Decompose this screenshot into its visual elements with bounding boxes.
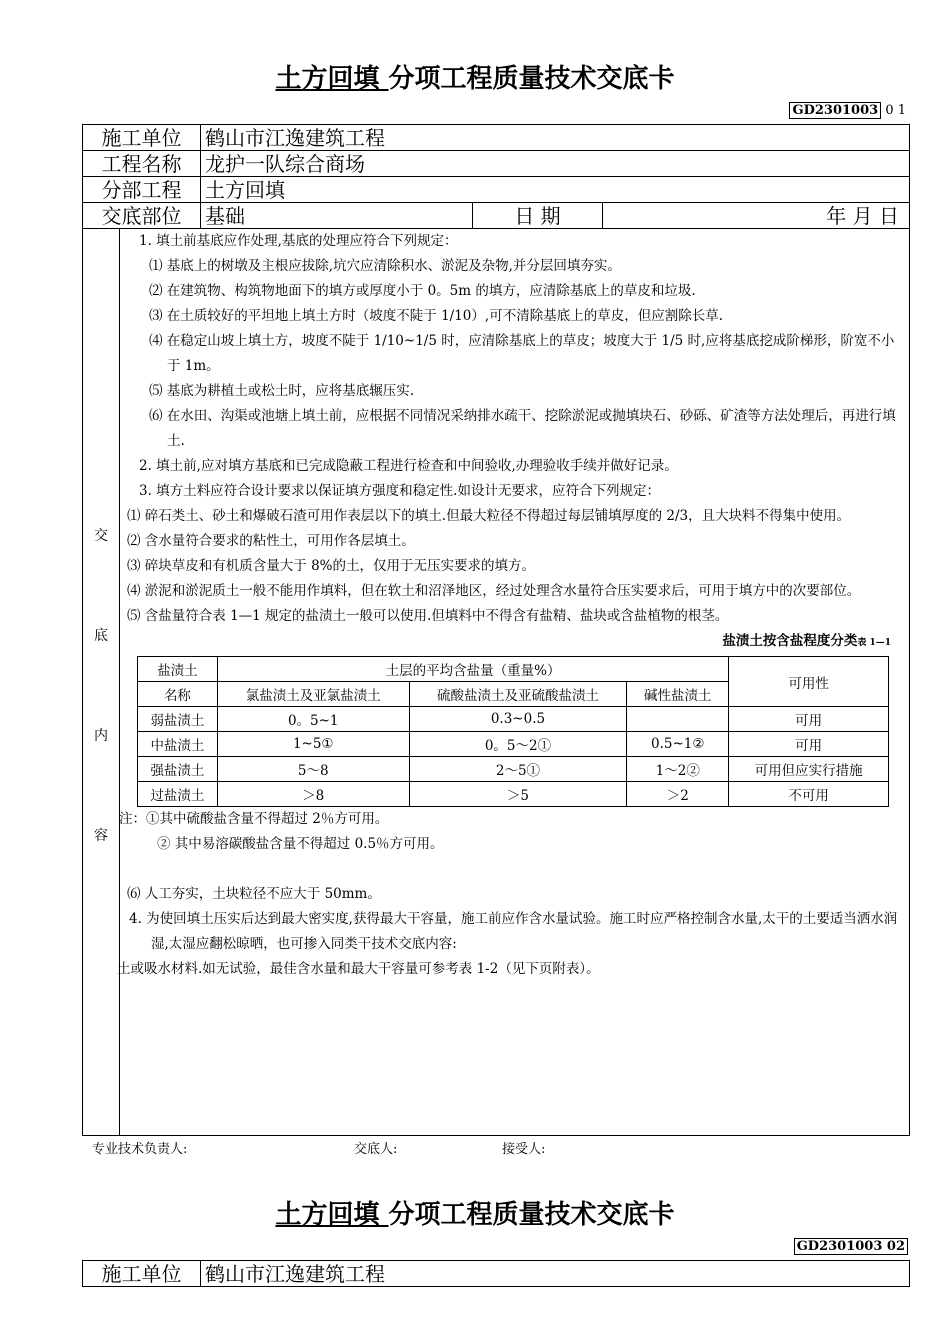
page2-header-table (82, 1260, 910, 1287)
code-box: GD2301003 02 (794, 1238, 908, 1255)
note-line: ② 其中易溶碳酸盐含量不得超过 0.5％方可用。 (157, 836, 444, 852)
header-cell: 可用性 (729, 657, 889, 707)
page-title (0, 58, 950, 95)
table-caption-number: 表 1—1 (857, 638, 891, 648)
header-table (82, 124, 910, 229)
content-line: ⑸ 基底为耕植土或松土时，应将基底辗压实. (149, 383, 415, 399)
content-line: 3. 填方土料应符合设计要求以保证填方强度和稳定性.如设计无要求，应符合下列规定： (139, 483, 660, 499)
tech-lead-label: 专业技术负责人: (92, 1142, 188, 1157)
table-cell: 1~5① (217, 732, 409, 757)
side-char: 内 (94, 728, 108, 744)
receiver-label: 接受人: (502, 1142, 546, 1157)
table-cell: 5～8 (217, 757, 409, 782)
table-cell: 过盐渍土 (138, 782, 218, 807)
content-line: ⑴ 碎石类土、砂土和爆破石渣可用作表层以下的填土.但最大粒径不得超过每层铺填厚度的 2/3，且大块料不得集中使用。 (127, 508, 851, 524)
part-label: 交底部位 (83, 203, 201, 229)
part-value: 基础 (201, 203, 473, 229)
unit-value: 鹤山市江逸建筑工程 (201, 125, 910, 151)
side-char: 交 (94, 528, 108, 544)
unit-value: 鹤山市江逸建筑工程 (201, 1261, 910, 1287)
header-cell: 盐渍土 (138, 657, 218, 682)
content-line: ⑴ 基底上的树墩及主根应拔除,坑穴应清除积水、淤泥及杂物,并分层回填夯实。 (149, 258, 621, 274)
table-cell: 中盐渍土 (138, 732, 218, 757)
code-suffix: 0 1 (881, 103, 906, 118)
title-underlined: 土方回填 (275, 1200, 389, 1230)
spacer (127, 857, 905, 882)
content-line: ⑶ 在土质较好的平坦地上填土方时（坡度不陡于 1/10）,可不清除基底上的草皮，但应割除长草. (149, 308, 723, 324)
table-cell: 0。5~1 (217, 707, 409, 732)
table-cell: ＞8 (217, 782, 409, 807)
content-line: 土或吸水材料.如无试验，最佳含水量和最大干容量可参考表 1-2（见下页附表）。 (117, 961, 600, 977)
table-row (138, 757, 889, 782)
table-cell: 可用但应实行措施 (729, 757, 889, 782)
content-box (82, 228, 910, 1136)
date-value: 年 月 日 (603, 203, 910, 229)
table-cell: 可用 (729, 732, 889, 757)
title-underlined: 土方回填 (275, 64, 389, 94)
project-label: 工程名称 (83, 151, 201, 177)
table-caption-text: 盐渍土按含盐程度分类 (722, 633, 858, 649)
table-cell: 可用 (729, 707, 889, 732)
table-cell: 弱盐渍土 (138, 707, 218, 732)
table-cell: 1～2② (627, 757, 729, 782)
table-caption (127, 629, 905, 656)
content-line: ⑷ 在稳定山坡上填土方，坡度不陡于 1/10~1/5 时，应清除基底上的草皮；坡度大于 1/5 时,应将基底挖成阶梯形，阶宽不小于 1m。 (149, 333, 895, 374)
page2-title (0, 1194, 950, 1231)
sub-value: 土方回填 (201, 177, 910, 203)
page2-document-code (794, 1239, 908, 1254)
header-cell: 碱性盐渍土 (627, 682, 729, 707)
unit-label: 施工单位 (83, 1261, 201, 1287)
content-line: ⑶ 碎块草皮和有机质含量大于 8%的土，仅用于无压实要求的填方。 (127, 558, 535, 574)
table-cell: 强盐渍土 (138, 757, 218, 782)
table-cell: 0.5~1② (627, 732, 729, 757)
content-line: ⑵ 含水量符合要求的粘性土，可用作各层填土。 (127, 533, 415, 549)
document-code (789, 103, 906, 118)
header-cell: 氯盐渍土及亚氯盐渍土 (217, 682, 409, 707)
content-line: 4. 为使回填土压实后达到最大密实度,获得最大干容量，施工前应作含水量试验。施工时应严格控制含水量,太干的土要适当洒水润湿,太湿应翻松晾晒，也可掺入同类干技术交底内容: (129, 911, 898, 952)
content-line: ⑹ 人工夯实，土块粒径不应大于 50mm。 (127, 886, 381, 902)
content-line: ⑹ 在水田、沟渠或池塘上填土前，应根据不同情况采纳排水疏干、挖除淤泥或抛填块石、砂砾、矿渣等方法处理后，再进行填土. (149, 408, 896, 449)
table-cell: 0。5～2① (409, 732, 627, 757)
sub-label: 分部工程 (83, 177, 201, 203)
table-cell: 不可用 (729, 782, 889, 807)
date-label: 日 期 (473, 203, 603, 229)
code-box: GD2301003 (789, 102, 881, 119)
content-line: ⑷ 淤泥和淤泥质土一般不能用作填料，但在软土和沼泽地区，经过处理含水量符合压实要求后，可用于填方中的次要部位。 (127, 583, 861, 599)
project-value: 龙护一队综合商场 (201, 151, 910, 177)
table-row (138, 707, 889, 732)
content-line: ⑸ 含盐量符合表 1—1 规定的盐渍土一般可以使用.但填料中不得含有盐精、盐块或含盐植物的根茎。 (127, 608, 729, 624)
side-char: 容 (94, 828, 108, 844)
side-label (83, 229, 120, 1135)
salt-table (137, 656, 889, 807)
unit-label: 施工单位 (83, 125, 201, 151)
table-row (138, 782, 889, 807)
table-row (138, 732, 889, 757)
content-line: ⑵ 在建筑物、构筑物地面下的填方或厚度小于 0。5m 的填方，应清除基底上的草皮和垃圾. (149, 283, 696, 299)
side-char: 底 (94, 628, 108, 644)
content-line: 1. 填土前基底应作处理,基底的处理应符合下列规定： (139, 233, 458, 249)
header-cell: 名称 (138, 682, 218, 707)
content-line: 2. 填土前,应对填方基底和已完成隐蔽工程进行检查和中间验收,办理验收手续并做好记录。 (139, 458, 678, 474)
table-cell (627, 707, 729, 732)
table-cell: ＞5 (409, 782, 627, 807)
table-cell: 0.3~0.5 (409, 707, 627, 732)
title-rest: 分项工程质量技术交底卡 (388, 64, 675, 94)
header-cell: 硫酸盐渍土及亚硫酸盐渍土 (409, 682, 627, 707)
discloser-label: 交底人: (354, 1142, 398, 1157)
table-cell: 2～5① (409, 757, 627, 782)
title-rest: 分项工程质量技术交底卡 (388, 1200, 675, 1230)
note-line: 注：①其中硫酸盐含量不得超过 2％方可用。 (119, 811, 389, 827)
table-cell: ＞2 (627, 782, 729, 807)
header-cell: 土层的平均含盐量（重量%） (217, 657, 728, 682)
content-body (117, 229, 905, 982)
